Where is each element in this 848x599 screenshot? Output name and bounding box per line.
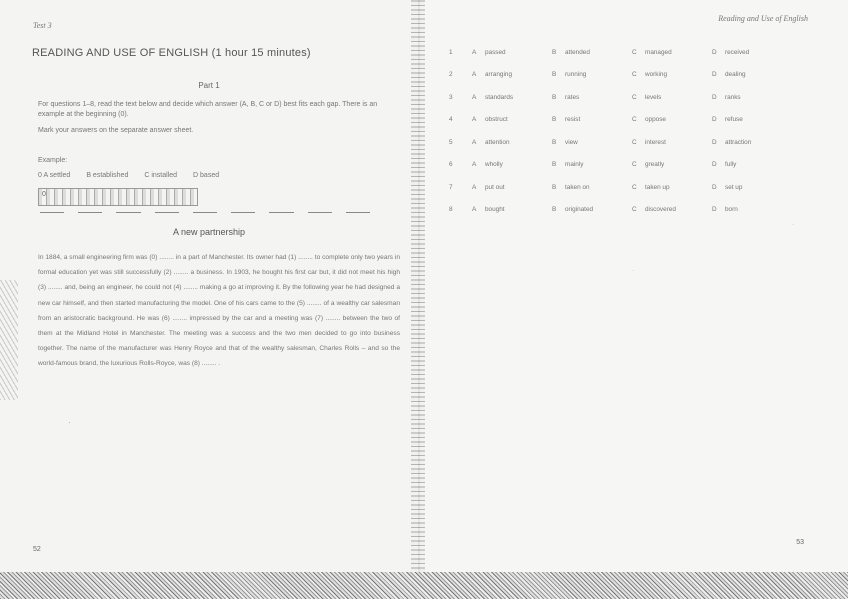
answer-lines: [40, 212, 370, 214]
option-a: standards: [485, 93, 514, 101]
option-a: arranging: [485, 71, 513, 79]
running-head-right: Reading and Use of English: [718, 14, 808, 23]
example-option: C installed: [144, 172, 178, 179]
page-number-left: 52: [33, 546, 41, 553]
option-c: managed: [645, 48, 672, 56]
option-a: passed: [485, 48, 506, 56]
option-d: dealing: [725, 71, 746, 79]
option-c: oppose: [645, 116, 666, 124]
stray-mark: ·: [792, 222, 794, 228]
option-row: 4 A obstruct B resist C oppose D refuse: [449, 109, 792, 132]
option-row: 8 A bought B originated C discovered D born: [449, 199, 792, 222]
example-label: Example:: [38, 157, 68, 164]
option-b: attended: [565, 48, 590, 56]
option-c: greatly: [645, 161, 665, 169]
question-number: 1: [449, 48, 453, 56]
running-head: Test 3: [33, 21, 52, 30]
option-c: working: [645, 71, 668, 79]
option-c: discovered: [645, 206, 676, 214]
option-b: rates: [565, 93, 580, 101]
option-d: received: [725, 48, 750, 56]
example-option: B established: [86, 172, 129, 179]
option-a: obstruct: [485, 116, 508, 124]
option-c: levels: [645, 93, 662, 101]
option-a: put out: [485, 183, 505, 191]
option-d: refuse: [725, 116, 743, 124]
question-number: 8: [449, 206, 453, 214]
example-option: 0 A settled: [38, 172, 71, 179]
option-row: 7 A put out B taken on C taken up D set up: [449, 176, 792, 199]
scan-bottom-noise: [0, 572, 848, 599]
option-row: 1 A passed B attended C managed D received: [449, 41, 792, 64]
option-c: taken up: [645, 183, 670, 191]
stray-mark: ·: [632, 268, 634, 274]
option-a: bought: [485, 206, 505, 214]
option-b: mainly: [565, 161, 584, 169]
section-heading: READING AND USE OF ENGLISH (1 hour 15 minutes): [32, 47, 311, 59]
option-b: originated: [565, 206, 594, 214]
question-number: 3: [449, 93, 453, 101]
option-d: ranks: [725, 93, 741, 101]
part-label: Part 1: [198, 81, 220, 90]
answer-sheet-instruction: Mark your answers on the separate answer sheet.: [38, 127, 194, 134]
option-d: fully: [725, 161, 737, 169]
example-options: [38, 172, 219, 179]
question-number: 6: [449, 161, 453, 169]
left-page: [0, 0, 418, 575]
option-d: attraction: [725, 138, 752, 146]
question-number: 5: [449, 138, 453, 146]
option-a: wholly: [485, 161, 503, 169]
passage-paragraph: In 1884, a small engineering firm was (0) ........ in a part of Manchester. Its owner had (1) ........ to complete only two years in formal education yet was still successfully (2) ........ a business. In 1903, he bought his first car but, it did not meet his high (3) ........ and, being an engineer, he could not (4) ........ making a go at improving it. By the following year he had designed a new car himself, and then started manufacturing the model. One of his cars came to the (5) ........ of a wealthy car salesman from an aristocratic background. He was (6) ........ impressed by the car and a meeting was (7) ........ between the two of them at the Midland Hotel in Manchester. The meeting was a success and the two men decided to go into business together. The name of the manufacturer was Henry Royce and that of the wealthy salesman, Charles Rolls – and so the world-famous brand, the luxurious Rolls-Royce, was (8) ........ .: [38, 254, 400, 368]
example-option: D based: [193, 172, 220, 179]
option-row: 3 A standards B rates C levels D ranks: [449, 86, 792, 109]
question-number: 7: [449, 183, 453, 191]
option-b: taken on: [565, 183, 590, 191]
answer-grid-label: 0: [42, 191, 46, 198]
option-b: running: [565, 71, 587, 79]
book-gutter: [411, 0, 425, 599]
passage-text: [38, 250, 400, 372]
scan-edge-noise: [0, 280, 18, 400]
instructions: For questions 1–8, read the text below and decide which answer (A, B, C or D) best fits each gap. There is an example at the beginning (0).: [38, 101, 378, 118]
question-number: 2: [449, 71, 453, 79]
option-d: set up: [725, 183, 743, 191]
question-number: 4: [449, 116, 453, 124]
options-table: [449, 41, 792, 221]
example-answer-grid: [38, 188, 198, 206]
option-b: resist: [565, 116, 581, 124]
page-number-right: 53: [796, 539, 804, 546]
stray-mark: ·: [68, 418, 71, 427]
option-row: 6 A wholly B mainly C greatly D fully: [449, 154, 792, 177]
option-a: attention: [485, 138, 510, 146]
option-row: 2 A arranging B running C working D dealing: [449, 64, 792, 87]
option-c: interest: [645, 138, 666, 146]
passage-title: A new partnership: [172, 227, 246, 237]
option-row: 5 A attention B view C interest D attraction: [449, 131, 792, 154]
option-d: born: [725, 206, 738, 214]
option-b: view: [565, 138, 578, 146]
